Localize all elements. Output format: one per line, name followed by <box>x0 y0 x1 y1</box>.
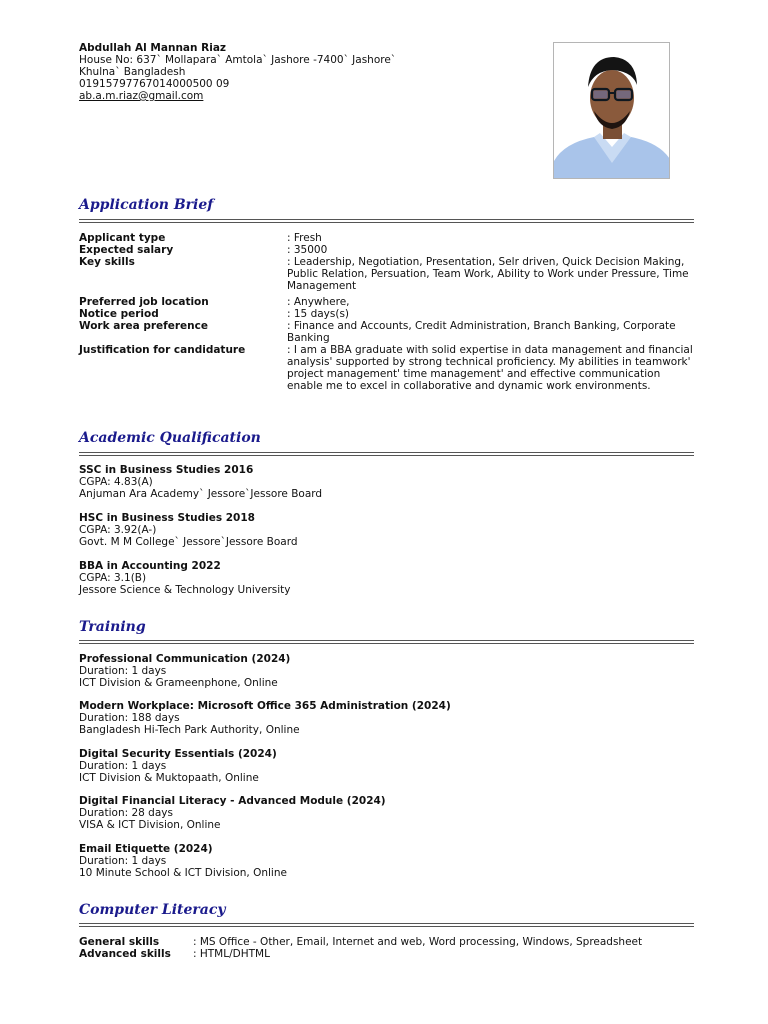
section-divider <box>79 640 694 644</box>
brief-value: : Anywhere, <box>287 296 350 308</box>
brief-label: Preferred job location <box>79 296 209 308</box>
degree-title: BBA in Accounting 2022 <box>79 560 221 572</box>
brief-label: Justification for candidature <box>79 344 246 356</box>
skills-value: : MS Office - Other, Email, Internet and web, Word processing, Windows, Spreadsheet <box>193 936 643 948</box>
application-brief-table <box>79 232 694 392</box>
training-duration: Duration: 188 days <box>79 712 180 724</box>
training-duration: Duration: 28 days <box>79 807 173 819</box>
brief-value: : I am a BBA graduate with solid expertise in data management and financial analysis' supported by strong technical proficiency. My abilities in teamwork' project management' time management' and effective communication enable me to excel in collaborative and dynamic work environments. <box>287 344 693 392</box>
brief-label: Expected salary <box>79 244 174 256</box>
section-title-academic: Academic Qualification <box>79 430 261 446</box>
academic-entry <box>79 464 694 500</box>
profile-photo <box>553 42 670 179</box>
brief-row-justification <box>79 344 694 392</box>
training-entry <box>79 748 694 784</box>
skills-value: : HTML/DHTML <box>193 948 270 960</box>
brief-row-notice-period <box>79 308 694 320</box>
degree-institution: Anjuman Ara Academy` Jessore`Jessore Board <box>79 488 323 500</box>
skills-row-advanced <box>79 948 694 960</box>
section-divider <box>79 452 694 456</box>
address-line-2: Khulna` Bangladesh <box>79 66 186 78</box>
section-divider <box>79 219 694 223</box>
training-entry <box>79 700 694 736</box>
brief-row-work-area <box>79 320 694 344</box>
academic-entry <box>79 560 694 596</box>
portrait-image <box>554 43 670 179</box>
section-title-application-brief: Application Brief <box>79 197 214 213</box>
training-title: Digital Security Essentials (2024) <box>79 748 277 760</box>
degree-title: SSC in Business Studies 2016 <box>79 464 254 476</box>
brief-label: Applicant type <box>79 232 166 244</box>
brief-row-expected-salary <box>79 244 694 256</box>
training-duration: Duration: 1 days <box>79 855 167 867</box>
skills-label: General skills <box>79 936 160 948</box>
training-title: Digital Financial Literacy - Advanced Module (2024) <box>79 795 386 807</box>
brief-row-key-skills <box>79 256 694 292</box>
brief-value: : Finance and Accounts, Credit Administration, Branch Banking, Corporate Banking <box>287 320 676 344</box>
training-provider: VISA & ICT Division, Online <box>79 819 221 831</box>
brief-label: Key skills <box>79 256 135 268</box>
training-duration: Duration: 1 days <box>79 665 167 677</box>
section-title-computer-literacy: Computer Literacy <box>79 902 226 918</box>
degree-institution: Govt. M M College` Jessore`Jessore Board <box>79 536 298 548</box>
training-entry <box>79 843 694 879</box>
applicant-name: Abdullah Al Mannan Riaz <box>79 42 227 54</box>
training-title: Professional Communication (2024) <box>79 653 291 665</box>
degree-result: CGPA: 3.92(A-) <box>79 524 157 536</box>
training-title: Modern Workplace: Microsoft Office 365 Administration (2024) <box>79 700 451 712</box>
degree-result: CGPA: 4.83(A) <box>79 476 153 488</box>
brief-label: Work area preference <box>79 320 208 332</box>
degree-institution: Jessore Science & Technology University <box>79 584 291 596</box>
training-title: Email Etiquette (2024) <box>79 843 213 855</box>
computer-literacy-table <box>79 936 694 960</box>
brief-row-preferred-location <box>79 296 694 308</box>
email-link[interactable]: ab.a.m.riaz@gmail.com <box>79 90 204 102</box>
skills-row-general <box>79 936 694 948</box>
degree-result: CGPA: 3.1(B) <box>79 572 147 584</box>
training-provider: Bangladesh Hi-Tech Park Authority, Online <box>79 724 300 736</box>
brief-value: : 35000 <box>287 244 328 256</box>
training-provider: ICT Division & Muktopaath, Online <box>79 772 259 784</box>
academic-entry <box>79 512 694 548</box>
section-divider <box>79 923 694 927</box>
degree-title: HSC in Business Studies 2018 <box>79 512 255 524</box>
address-line-1: House No: 637` Mollapara` Amtola` Jashore -7400` Jashore` <box>79 54 397 66</box>
brief-value: : Fresh <box>287 232 322 244</box>
section-title-training: Training <box>79 619 146 635</box>
brief-row-applicant-type <box>79 232 694 244</box>
contact-header <box>79 42 539 102</box>
training-entry <box>79 653 694 689</box>
training-duration: Duration: 1 days <box>79 760 167 772</box>
skills-label: Advanced skills <box>79 948 171 960</box>
training-provider: 10 Minute School & ICT Division, Online <box>79 867 287 879</box>
training-entry <box>79 795 694 831</box>
training-provider: ICT Division & Grameenphone, Online <box>79 677 278 689</box>
brief-value: : 15 days(s) <box>287 308 350 320</box>
brief-value: : Leadership, Negotiation, Presentation, Selr driven, Quick Decision Making, Public Relation, Persuation, Team Work, Ability to Work under Pressure, Time Management <box>287 256 689 292</box>
brief-label: Notice period <box>79 308 159 320</box>
phone-number: 01915797767014000500 09 <box>79 78 230 90</box>
